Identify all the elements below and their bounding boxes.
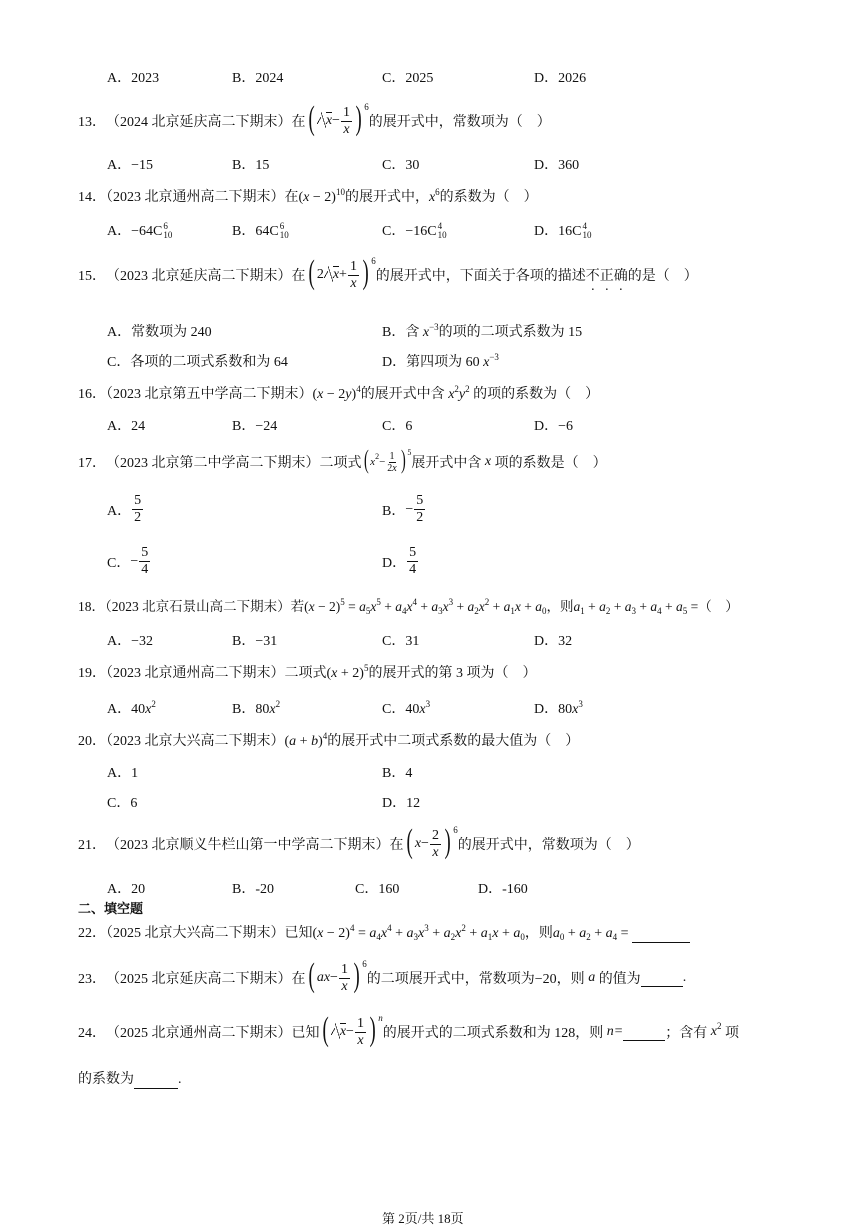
q13-option-b: B．15 (232, 158, 270, 173)
answer-blank[interactable] (632, 926, 690, 943)
q12-option-a: A．2023 (107, 71, 160, 86)
q16-option-d: D．−6 (534, 419, 574, 434)
answer-blank[interactable] (641, 970, 683, 987)
emphasis-mark: 确 · (614, 265, 628, 285)
q20-option-b: B．4 (382, 766, 413, 781)
formula: $a_0 + a_2 + a_4$ = (552, 926, 633, 942)
q15-option-b: B．含 $x^{-3}$的项的二项式系数为 15 (382, 322, 583, 340)
q19-option-d: D．$80x^3$ (534, 699, 583, 717)
q20-option-d: D．12 (382, 796, 421, 811)
question-23: 23． （2025 北京延庆高二下期末）在 ( ax− $\frac{1}{x}$ ) $^6$ 的二项展开式中，常数项为−20，则 a 的值为 . (78, 957, 687, 994)
q18-option-b: B．−31 (232, 634, 278, 649)
q20-option-c: C．6 (107, 796, 138, 811)
q16-option-c: C．6 (382, 419, 413, 434)
q19-option-b: B．$80x^2$ (232, 699, 281, 717)
question-22: 22．（2025 北京大兴高二下期末）已知$(x - 2)^4 = a_4x^4 + a_3x^3 + a_2x^2 + a_1x + a_0$，则$a_0 + a_2 + a_4$ = (78, 922, 690, 943)
q12-option-c: C．2025 (382, 71, 434, 86)
formula: $(x + 2)^5$ (326, 663, 369, 681)
q14-option-d: D．16C 4 10 (534, 220, 592, 240)
q14-option-a: A．−64C 6 10 (107, 220, 173, 240)
q21-option-a: A．20 (107, 882, 146, 897)
answer-blank[interactable] (134, 1072, 178, 1089)
question-13 (78, 100, 551, 138)
question-source: （2024 北京延庆高二下期末）在 (106, 115, 306, 130)
q17-option-a: A． $\frac{5}{2}$ (107, 493, 142, 525)
question-text: 的展开式中，常数项为（ ） (368, 115, 551, 130)
q21-option-c: C．160 (355, 882, 400, 897)
question-24: 24． （2025 北京通州高二下期末）已知 ( x− $\frac{1}{x}$ ) $^n$ 的展开式的二项式系数和为 128，则 n= ；含有 x $^2$ 项 (78, 1011, 739, 1048)
question-20: 20．（2023 北京大兴高二下期末）$(a + b)^4$的展开式中二项式系数的最大值为（ ） (78, 731, 580, 749)
formula: $(x - 2)^{10}$ (298, 187, 345, 205)
question-number: 13． (78, 115, 106, 130)
formula: $(a + b)^4$ (284, 731, 328, 749)
question-18: 18．（2023 北京石景山高二下期末）若$(x - 2)^5 = a_5x^5 + a_4x^4 + a_3x^3 + a_2x^2 + a_1x + a_0$，则$a_1 + a_2 + a_3 + a_4 + a_5$ =（ ） (78, 597, 739, 616)
q16-option-a: A．24 (107, 419, 146, 434)
q19-option-c: C．$40x^3$ (382, 699, 431, 717)
q20-option-a: A．1 (107, 766, 139, 781)
question-19: 19．（2023 北京通州高二下期末）二项式$(x + 2)^5$的展开式的第 3 项为（ ） (78, 663, 537, 681)
q19-option-a: A．$40x^2$ (107, 699, 156, 717)
formula: ( x− $\frac{1}{x}$ ) $^6$ (308, 100, 369, 137)
q13-option-d: D．360 (534, 158, 580, 173)
q18-option-d: D．32 (534, 634, 573, 649)
emphasis-mark: 正 · (600, 265, 614, 285)
q17-option-c: C． − $\frac{5}{4}$ (107, 545, 149, 577)
q14-option-b: B．64C 6 10 (232, 220, 289, 240)
q14-option-c: C．−16C 4 10 (382, 220, 447, 240)
q21-option-b: B．-20 (232, 882, 274, 897)
q18-option-c: C．31 (382, 634, 420, 649)
formula: $(x - 2y)^4$ (312, 384, 361, 402)
formula: ( ax− $\frac{1}{x}$ ) $^6$ (308, 957, 367, 994)
formula: $a_1 + a_2 + a_3 + a_4 + a_5$ =（ ） (573, 599, 739, 616)
q17-option-d: D． $\frac{5}{4}$ (382, 545, 417, 577)
question-14: 14．（2023 北京通州高二下期末）在$(x - 2)^{10}$的展开式中，$x^6$的系数为（ ） (78, 187, 538, 205)
q21-option-d: D．-160 (478, 882, 528, 897)
formula: $(x - 2)^5 = a_5x^5 + a_4x^4 + a_3x^3 + a_2x^2 + a_1x + a_0$ (304, 597, 547, 616)
question-15: 15． （2023 北京延庆高二下期末）在 ( 2 x+ $\frac{1}{x}$ ) $^6$ 的展开式中，下面关于各项的描述 不 · 正 · 确 · 的是（ ） (78, 258, 698, 292)
q13-option-c: C．30 (382, 158, 420, 173)
section-heading: 二、填空题 (78, 902, 144, 917)
page-footer: 第 2页/共 18页 (382, 1211, 464, 1226)
formula: ( x− $\frac{1}{x}$ ) $^n$ (322, 1011, 383, 1048)
question-17: 17． （2023 北京第二中学高二下期末）二项式 ( $x^2-$ $\frac{1}{2x}$ ) $^5$ 展开式中含 x 项的系数是（ ） (78, 445, 607, 474)
question-16: 16．（2023 北京第五中学高二下期末）$(x - 2y)^4$的展开式中含 $x^2y^2$ 的项的系数为（ ） (78, 384, 600, 402)
q16-option-b: B．−24 (232, 419, 278, 434)
formula: ( x− $\frac{2}{x}$ ) $^6$ (406, 823, 458, 860)
q13-option-a: A．−15 (107, 158, 154, 173)
q15-option-a: A．常数项为 240 (107, 325, 212, 340)
emphasis-mark: 不 · (586, 265, 600, 285)
formula: ( $x^2-$ $\frac{1}{2x}$ ) $^5$ (363, 445, 412, 474)
q15-option-d: D．第四项为 60 $x^{-3}$ (382, 352, 499, 370)
question-21: 21． （2023 北京顺义牛栏山第一中学高二下期末）在 ( x− $\frac{2}{x}$ ) $^6$ 的展开式中，常数项为（ ） (78, 823, 640, 860)
q17-option-b: B． − $\frac{5}{2}$ (382, 493, 424, 525)
q18-option-a: A．−32 (107, 634, 154, 649)
answer-blank[interactable] (623, 1024, 665, 1041)
q12-option-d: D．2026 (534, 71, 587, 86)
formula: x (428, 190, 436, 205)
formula: $(x - 2)^4 = a_4x^4 + a_3x^3 + a_2x^2 + a_1x + a_0$ (312, 923, 525, 942)
q12-option-b: B．2024 (232, 71, 284, 86)
question-24-line2: 的系数为 . (78, 1072, 182, 1087)
formula: ( 2 x+ $\frac{1}{x}$ ) $^6$ (308, 254, 376, 291)
q15-option-c: C．各项的二项式系数和为 64 (107, 355, 288, 370)
